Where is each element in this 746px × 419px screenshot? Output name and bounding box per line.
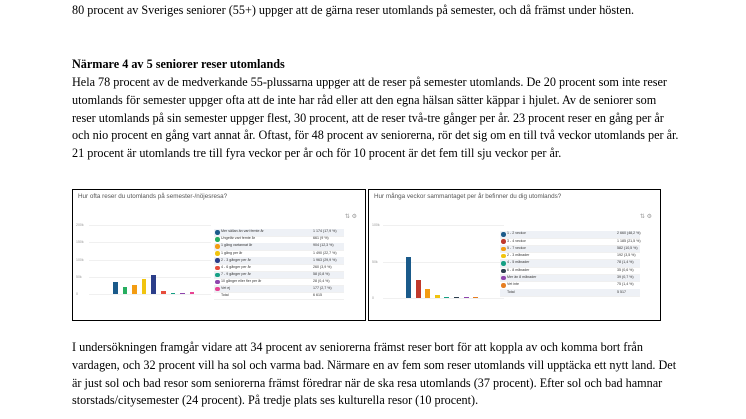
legend-swatch <box>501 283 506 288</box>
legend-label: Mer än 8 månader <box>507 275 537 280</box>
legend-label: Vet ej <box>221 286 230 291</box>
legend-swatch <box>215 273 220 278</box>
legend-value: 5 517 <box>617 289 626 294</box>
bar[interactable] <box>142 279 147 294</box>
gridline <box>89 260 211 261</box>
legend-swatch <box>501 239 506 244</box>
bar[interactable] <box>151 275 156 294</box>
legend-value: 39 (0,7 %) <box>617 275 634 280</box>
bar[interactable] <box>454 297 459 298</box>
y-tick-label: 50k <box>372 259 378 264</box>
gridline <box>383 298 504 299</box>
legend-swatch <box>215 280 220 285</box>
legend-value: 2 660 (48,2 %) <box>617 231 641 236</box>
bar[interactable] <box>180 293 185 294</box>
legend-swatch <box>501 232 506 237</box>
chart-toolbar <box>640 213 652 220</box>
chart-title: Hur många veckor sammantaget per år befinner du dig utomlands? <box>374 193 562 200</box>
legend-value: 58 (0,8 %) <box>313 271 330 276</box>
legend-swatch <box>501 261 506 266</box>
legend-swatch <box>215 251 220 256</box>
legend-label: 1 - 2 veckor <box>507 231 526 236</box>
y-tick-label: 150k <box>76 240 84 245</box>
legend-value: 661 (9 %) <box>313 236 329 241</box>
legend-label: Vet inte <box>507 282 519 287</box>
y-tick-label: 0 <box>76 292 78 296</box>
legend-value: 1 490 (22,7 %) <box>313 250 337 255</box>
legend-swatch <box>501 269 506 274</box>
y-tick-label: 50k <box>76 274 82 279</box>
legend-label: 3 - 4 veckor <box>507 238 526 243</box>
chart-weeks-abroad <box>368 189 661 321</box>
gear-icon[interactable]: ⚙ <box>351 214 357 220</box>
legend-label: Ungefär vart femte år <box>221 236 255 241</box>
legend-swatch <box>501 254 506 259</box>
closing-paragraph: I undersökningen framgår vidare att 34 procent av seniorerna främst reser bort för att koppla av och komma bort från vardagen, och 32 procent vill ha sol och varma bad. Närmare en av fem som reser utomlands vill upptäcka ett nytt land. Det är just sol och bad resor som seniorerna främst föredrar när de ska resa utomlands (37 procent). Efter sol och bad hamnar storstads/citysemester (24 procent). På tredje plats ses kulturella resor (10 procent). <box>72 340 677 408</box>
legend-value: 260 (3,9 %) <box>313 264 332 269</box>
chart-title: Hur ofta reser du utomlands på semester-/nöjesresa? <box>78 193 228 200</box>
bar[interactable] <box>406 257 411 298</box>
legend-swatch <box>501 247 506 252</box>
legend-label: 10 gånger eller fler per år <box>221 278 262 283</box>
legend-label: 4 - 5 månader <box>507 260 530 265</box>
legend-row <box>500 289 640 297</box>
legend-swatch <box>215 237 220 242</box>
legend-swatch <box>215 258 220 263</box>
y-tick-label: 0 <box>372 296 374 300</box>
legend-value: 6 615 <box>313 293 322 298</box>
gridline <box>89 294 211 295</box>
bar[interactable] <box>416 280 421 298</box>
gridline <box>89 225 211 226</box>
gridline <box>89 242 211 243</box>
legend-value: 75 (1,4 %) <box>617 282 634 287</box>
bar[interactable] <box>435 295 440 298</box>
legend-value: 192 (3,5 %) <box>617 253 636 258</box>
bar[interactable] <box>473 297 478 298</box>
legend-value: 28 (0,4 %) <box>313 278 330 283</box>
legend-label: 2 - 3 gånger per år <box>221 257 251 262</box>
legend-label: Mer sällan än vart femte år <box>221 229 264 234</box>
gridline <box>383 262 504 263</box>
gear-icon[interactable]: ⚙ <box>646 214 652 220</box>
y-tick-label: 100k <box>372 223 380 227</box>
body-paragraph: Hela 78 procent av de medverkande 55-plussarna uppger att de reser på semester utomlands. De 20 procent som inte reser utomlands för semester uppger ofta att de inte har råd eller att den egna hälsan sätter käppar i hjulet. Av de seniorer som reser utomlands på sin semester uppger flest, 30 procent, att de reser två-tre gånger per år. 23 procent reser en gång per år och nio procent en gång vart annat år. Oftast, för 48 procent av seniorerna, rör det sig om en till två veckor utomlands per år. 21 procent är utomlands tre till fyra veckor per år och för 10 procent är det fem till sju veckor per år. <box>72 75 679 161</box>
bar[interactable] <box>190 292 195 294</box>
legend-value: 78 (1,4 %) <box>617 260 634 265</box>
bar[interactable] <box>464 297 469 298</box>
legend-label: Total <box>507 289 515 294</box>
legend-value: 1 963 (29,9 %) <box>313 257 337 262</box>
chart-travel-frequency <box>72 189 366 321</box>
legend-value: 177 (2,7 %) <box>313 286 332 291</box>
bar[interactable] <box>113 282 118 294</box>
bar[interactable] <box>171 293 176 294</box>
gridline <box>89 277 211 278</box>
y-tick-label: 100k <box>76 257 84 262</box>
bar[interactable] <box>161 291 166 294</box>
legend-label: 2 - 3 månader <box>507 253 530 258</box>
legend-label: 6 - 8 månader <box>507 267 530 272</box>
legend-label: 1 gång vartannat år <box>221 243 253 248</box>
legend-row <box>214 293 344 301</box>
legend-label: 4 - 6 gånger per år <box>221 264 251 269</box>
bar[interactable] <box>132 285 137 294</box>
legend-label: 5 - 7 veckor <box>507 245 526 250</box>
legend-swatch <box>215 287 220 292</box>
bar[interactable] <box>444 297 449 298</box>
legend-label: Total <box>221 293 229 298</box>
bar[interactable] <box>123 287 128 294</box>
section-heading: Närmare 4 av 5 seniorer reser utomlands <box>72 57 285 71</box>
y-tick-label: 200k <box>76 223 84 227</box>
sort-icon[interactable]: ⇅ <box>639 214 645 220</box>
chart-toolbar <box>345 213 357 220</box>
legend-value: 904 (12,3 %) <box>313 243 334 248</box>
bar[interactable] <box>425 289 430 298</box>
legend-swatch <box>215 230 220 235</box>
intro-paragraph: 80 procent av Sveriges seniorer (55+) uppger att de gärna reser utomlands på semester, och då främst under hösten. <box>72 3 635 17</box>
legend-swatch <box>215 266 220 271</box>
legend-label: 1 gång per år <box>221 250 243 255</box>
legend-swatch <box>501 276 506 281</box>
legend-value: 35 (0,6 %) <box>617 267 634 272</box>
legend-value: 1 185 (21,5 %) <box>617 238 641 243</box>
gridline <box>383 225 504 226</box>
legend-swatch <box>215 244 220 249</box>
legend-value: 1 174 (17,9 %) <box>313 229 337 234</box>
sort-icon[interactable]: ⇅ <box>344 214 350 220</box>
legend-value: 582 (10,5 %) <box>617 245 638 250</box>
legend-label: 7 - 9 gånger per år <box>221 271 251 276</box>
